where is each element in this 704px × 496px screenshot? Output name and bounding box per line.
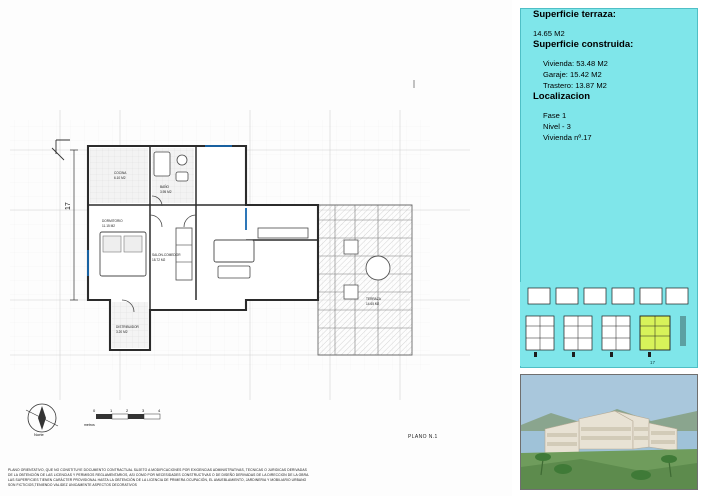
plan-number: PLANO N.1 [408, 434, 438, 440]
terrace-heading: Superficie terraza: [533, 9, 616, 20]
room-label: DISTRIBUIDOR [116, 325, 139, 329]
bed-furniture [100, 232, 146, 276]
built-area-row: Garaje: 15.42 M2 [543, 70, 602, 79]
scale-tick: 4 [158, 408, 161, 413]
scale-tick: 0 [93, 408, 96, 413]
scale-tick: 2 [126, 408, 129, 413]
room-label: SALON-COMEDOR [152, 253, 181, 257]
room-area: 14.65 M2 [366, 302, 380, 306]
legal-line: PLANO ORIENTATIVO, QUE NO CONSTITUYE DOCUMENTO CONTRACTUAL SUJETO A MODIFICACIONES POR EXIGENCIAS ADMINISTRATIVAS, TECNICAS O JURIDICAS DERIVADAS [8, 467, 307, 472]
key-plan [520, 282, 696, 366]
room-area: 6.10 M2 [114, 176, 126, 180]
terrace-value: 14.65 M2 [533, 29, 565, 38]
scale-tick: 1 [110, 408, 113, 413]
scale-tick: 3 [142, 408, 145, 413]
location-row: Nivel - 3 [543, 122, 571, 131]
room-label: TERRAZA [366, 297, 381, 301]
built-area-row: Trastero: 13.87 M2 [543, 81, 607, 90]
scale-unit: metros [84, 423, 95, 427]
room-label: DORMITORIO [102, 219, 123, 223]
room-area: 11.15 M2 [102, 224, 116, 228]
north-label: Norte [34, 432, 44, 437]
scale-bar [84, 408, 161, 427]
room-area: 3.20 M2 [116, 330, 128, 334]
location-section [521, 91, 697, 143]
dimension-left-label: 17 [65, 202, 72, 210]
legal-line: SON FICTICIOS,TENIENDO VALIDEZ UNICAMENTE ASPECTOS DECORATIVOS [8, 482, 137, 487]
photo-illustration [521, 375, 697, 489]
north-compass [26, 404, 58, 437]
development-photo [520, 374, 698, 490]
built-area-section [521, 39, 697, 91]
location-heading: Localizacion [533, 91, 591, 102]
location-row: Fase 1 [543, 111, 567, 120]
terrace-section [521, 9, 697, 39]
built-area-heading: Superficie construida: [533, 39, 634, 50]
terrace-area [318, 205, 412, 355]
room-area: 3.95 M2 [160, 190, 172, 194]
legal-disclaimer [8, 468, 428, 488]
key-plan-drawing [520, 282, 696, 366]
highlighted-unit-label: 17 [650, 360, 656, 365]
built-area-row: Vivienda: 53.48 M2 [543, 59, 608, 68]
legal-line: DE LA OBTENCIÓN DE LAS LICENCIAS Y PERMISOS REGLAMENTARIOS, ASI COMO POR NECESIDADES CONSTRUCTIVAS O DE DISEÑO DERIVADAS DE LA DIRECCION DE LA OBRA. [8, 472, 310, 477]
room-label: BAÑO [160, 185, 170, 189]
room-area: 18.72 M2 [152, 258, 166, 262]
room-label: COCINA [114, 171, 127, 175]
location-row: Vivienda nº.17 [543, 133, 592, 142]
legal-line: LAS SUPERFICIES TIENEN CARÁCTER PROVISIONAL HASTA LA OBTENCIÓN DE LA LICENCIA DE PRIMERA OCUPACIÓN, EL AMUEBLAMIENTO, JARDINERIA Y MOBILIARIO URBANO [8, 477, 307, 482]
